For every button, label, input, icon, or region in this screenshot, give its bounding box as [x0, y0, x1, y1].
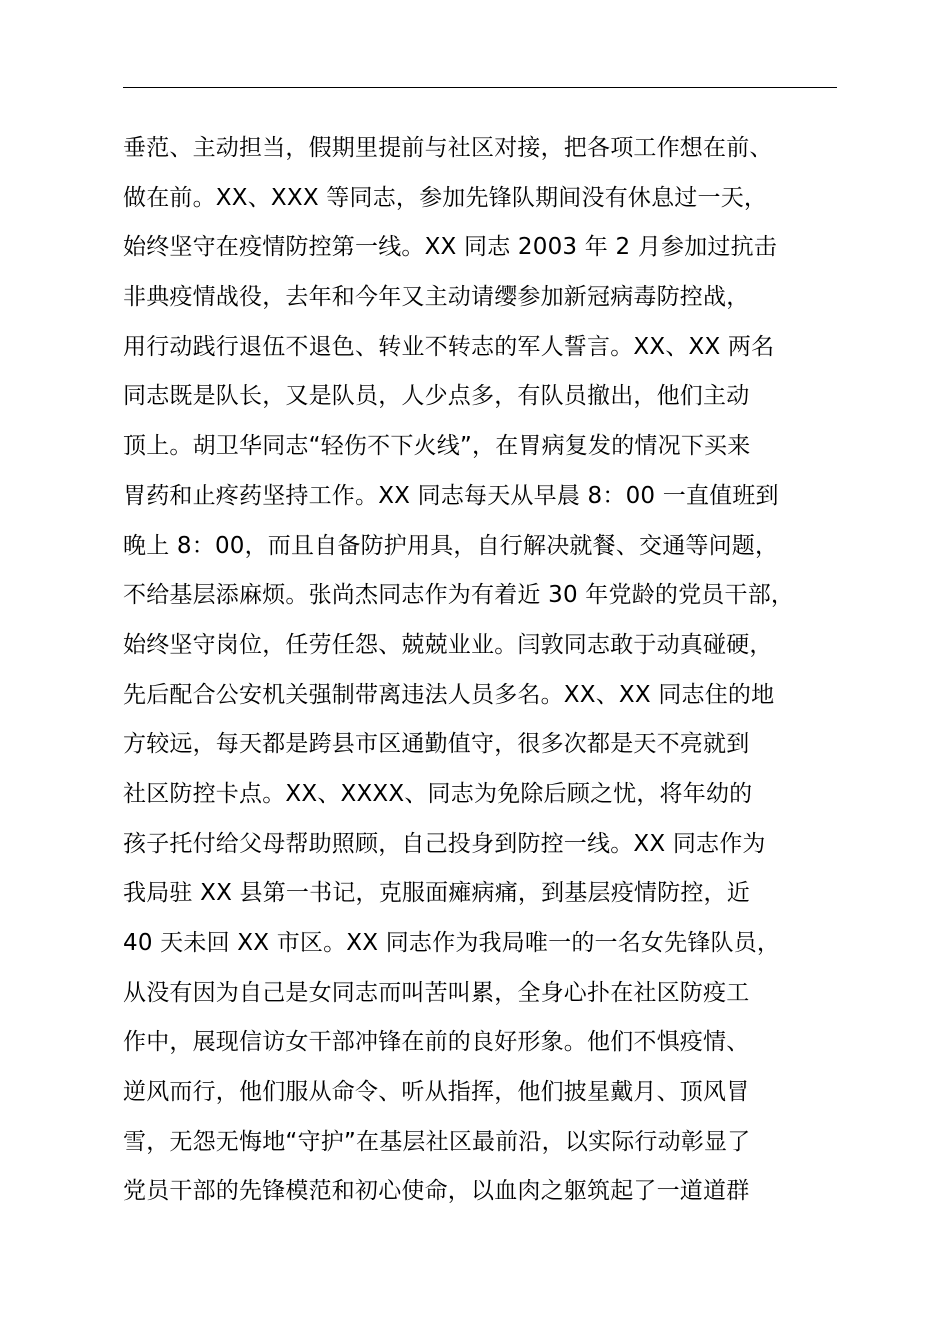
text-line: 做在前。XX、XXX 等同志，参加先锋队期间没有休息过一天，	[123, 184, 768, 211]
text-line: 非典疫情战役，去年和今年又主动请缨参加新冠病毒防控战，	[123, 284, 750, 311]
text-line: 不给基层添麻烦。张尚杰同志作为有着近 30 年党龄的党员干部，	[123, 582, 795, 609]
text-line: 同志既是队长，又是队员，人少点多，有队员撤出，他们主动	[123, 383, 750, 410]
text-line: 我局驻 XX 县第一书记，克服面瘫病痛，到基层疫情防控，近	[123, 880, 750, 907]
text-line: 晚上 8：00，而且自备防护用具，自行解决就餐、交通等问题，	[123, 532, 779, 559]
text-line: 党员干部的先锋模范和初心使命，以血肉之躯筑起了一道道群	[123, 1178, 750, 1205]
text-line: 先后配合公安机关强制带离违法人员多名。XX、XX 同志住的地	[123, 681, 775, 708]
text-line: 始终坚守岗位，任劳任怨、兢兢业业。闫敦同志敢于动真碰硬，	[123, 631, 773, 658]
text-line: 40 天未回 XX 市区。XX 同志作为我局唯一的一名女先锋队员，	[123, 930, 781, 956]
body-paragraph	[123, 124, 863, 1217]
header-rule	[123, 87, 837, 88]
text-line: 方较远，每天都是跨县市区通勤值守，很多次都是天不亮就到	[123, 731, 750, 758]
text-line: 胃药和止疼药坚持工作。XX 同志每天从早晨 8：00 一直值班到	[123, 482, 779, 509]
text-line: 从没有因为自己是女同志而叫苦叫累，全身心扑在社区防疫工	[123, 979, 750, 1006]
text-line: 用行动践行退伍不退色、转业不转志的军人誓言。XX、XX 两名	[123, 333, 775, 360]
text-line: 雪，无怨无悔地“守护”在基层社区最前沿，以实际行动彰显了	[123, 1128, 751, 1155]
text-line: 始终坚守在疫情防控第一线。XX 同志 2003 年 2 月参加过抗击	[123, 234, 778, 261]
text-line: 社区防控卡点。XX、XXXX、同志为免除后顾之忧，将年幼的	[123, 780, 753, 807]
text-line: 孩子托付给父母帮助照顾，自己投身到防控一线。XX 同志作为	[123, 830, 766, 857]
text-line: 垂范、主动担当，假期里提前与社区对接，把各项工作想在前、	[123, 135, 773, 161]
text-line: 顶上。胡卫华同志“轻伤不下火线”，在胃病复发的情况下买来	[123, 433, 751, 460]
text-line: 逆风而行，他们服从命令、听从指挥，他们披星戴月、顶风冒	[123, 1079, 750, 1106]
text-line: 作中，展现信访女干部冲锋在前的良好形象。他们不惧疫情、	[123, 1029, 750, 1056]
